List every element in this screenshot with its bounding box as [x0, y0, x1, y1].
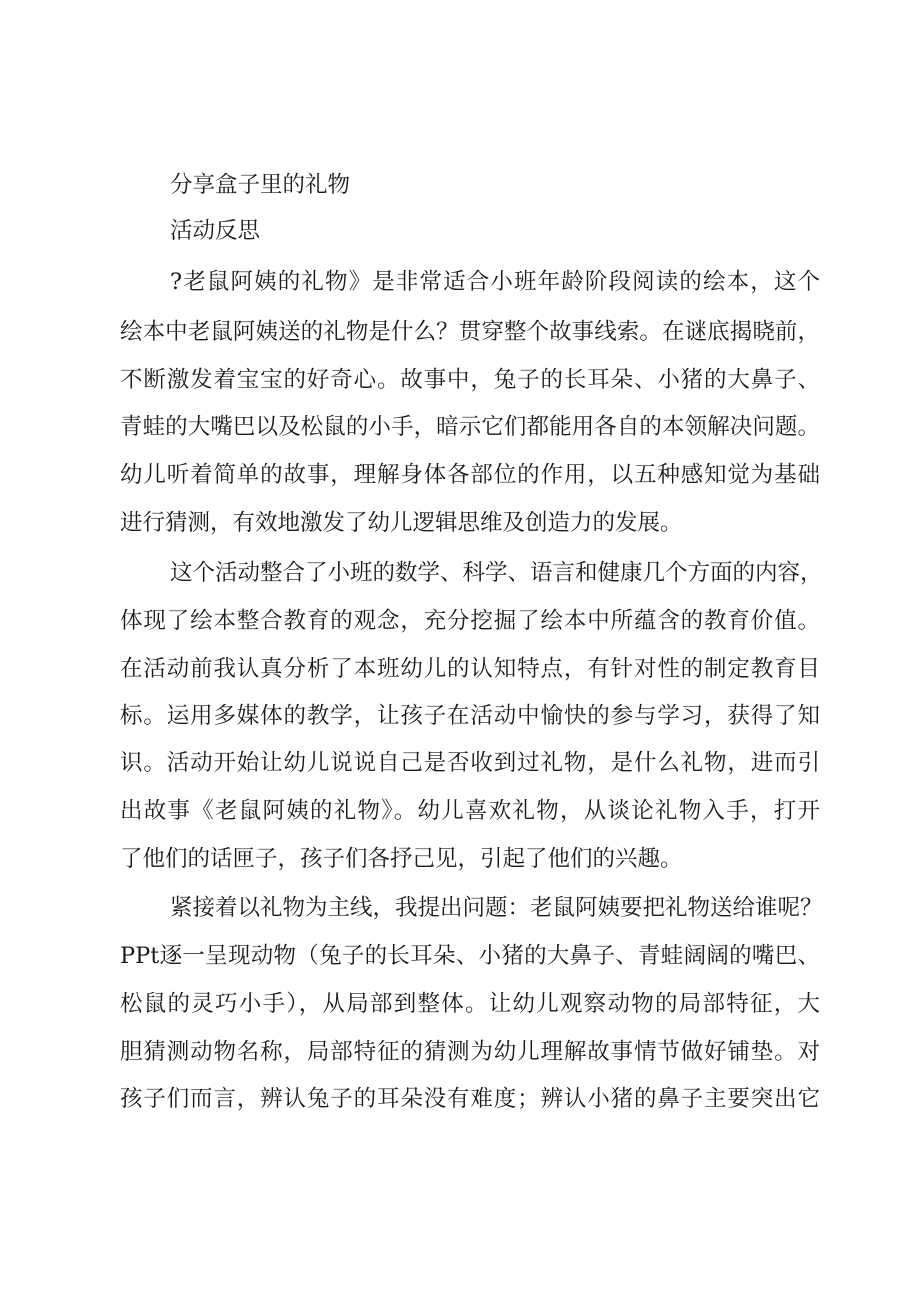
paragraph-line: 胆猜测动物名称，局部特征的猜测为幼儿理解故事情节做好铺垫。对: [120, 1039, 820, 1065]
paragraph-line: 紧接着以礼物为主线，我提出问题：老鼠阿姨要把礼物送给谁呢？: [170, 895, 823, 921]
section-subheading: 活动反思: [170, 218, 261, 244]
paragraph-line: ?老鼠阿姨的礼物》是非常适合小班年龄阶段阅读的绘本，这个: [170, 269, 820, 295]
paragraph-line: 松鼠的灵巧小手），从局部到整体。让幼儿观察动物的局部特征，大: [120, 991, 820, 1017]
paragraph-line: 识。活动开始让幼儿说说自己是否收到过礼物，是什么礼物，进而引: [120, 750, 820, 776]
paragraph-line: PPt逐一呈现动物（兔子的长耳朵、小猪的大鼻子、青蛙阔阔的嘴巴、: [120, 943, 820, 969]
paragraph-line: 出故事《老鼠阿姨的礼物》。幼儿喜欢礼物，从谈论礼物入手，打开: [120, 798, 820, 824]
paragraph-line: 这个活动整合了小班的数学、科学、语言和健康几个方面的内容，: [170, 560, 823, 586]
paragraph-line: 体现了绘本整合教育的观念，充分挖掘了绘本中所蕴含的教育价值。: [120, 608, 820, 634]
paragraph-line: 在活动前我认真分析了本班幼儿的认知特点，有针对性的制定教育目: [120, 656, 820, 682]
paragraph-line: 绘本中老鼠阿姨送的礼物是什么？贯穿整个故事线索。在谜底揭晓前，: [120, 319, 820, 345]
paragraph-line: 青蛙的大嘴巴以及松鼠的小手，暗示它们都能用各自的本领解决问题。: [120, 414, 820, 440]
paragraph-line: 进行猜测，有效地激发了幼儿逻辑思维及创造力的发展。: [120, 510, 683, 536]
paragraph-line: 孩子们而言，辨认兔子的耳朵没有难度；辨认小猪的鼻子主要突出它: [120, 1086, 820, 1112]
paragraph-line: 标。运用多媒体的教学，让孩子在活动中愉快的参与学习，获得了知: [120, 703, 820, 729]
paragraph-line: 幼儿听着简单的故事，理解身体各部位的作用，以五种感知觉为基础: [120, 462, 820, 488]
section-heading: 分享盒子里的礼物: [170, 172, 351, 198]
paragraph-line: 不断激发着宝宝的好奇心。故事中，兔子的长耳朵、小猪的大鼻子、: [120, 367, 820, 393]
paragraph-line: 了他们的话匣子，孩子们各抒己见，引起了他们的兴趣。: [120, 846, 683, 872]
